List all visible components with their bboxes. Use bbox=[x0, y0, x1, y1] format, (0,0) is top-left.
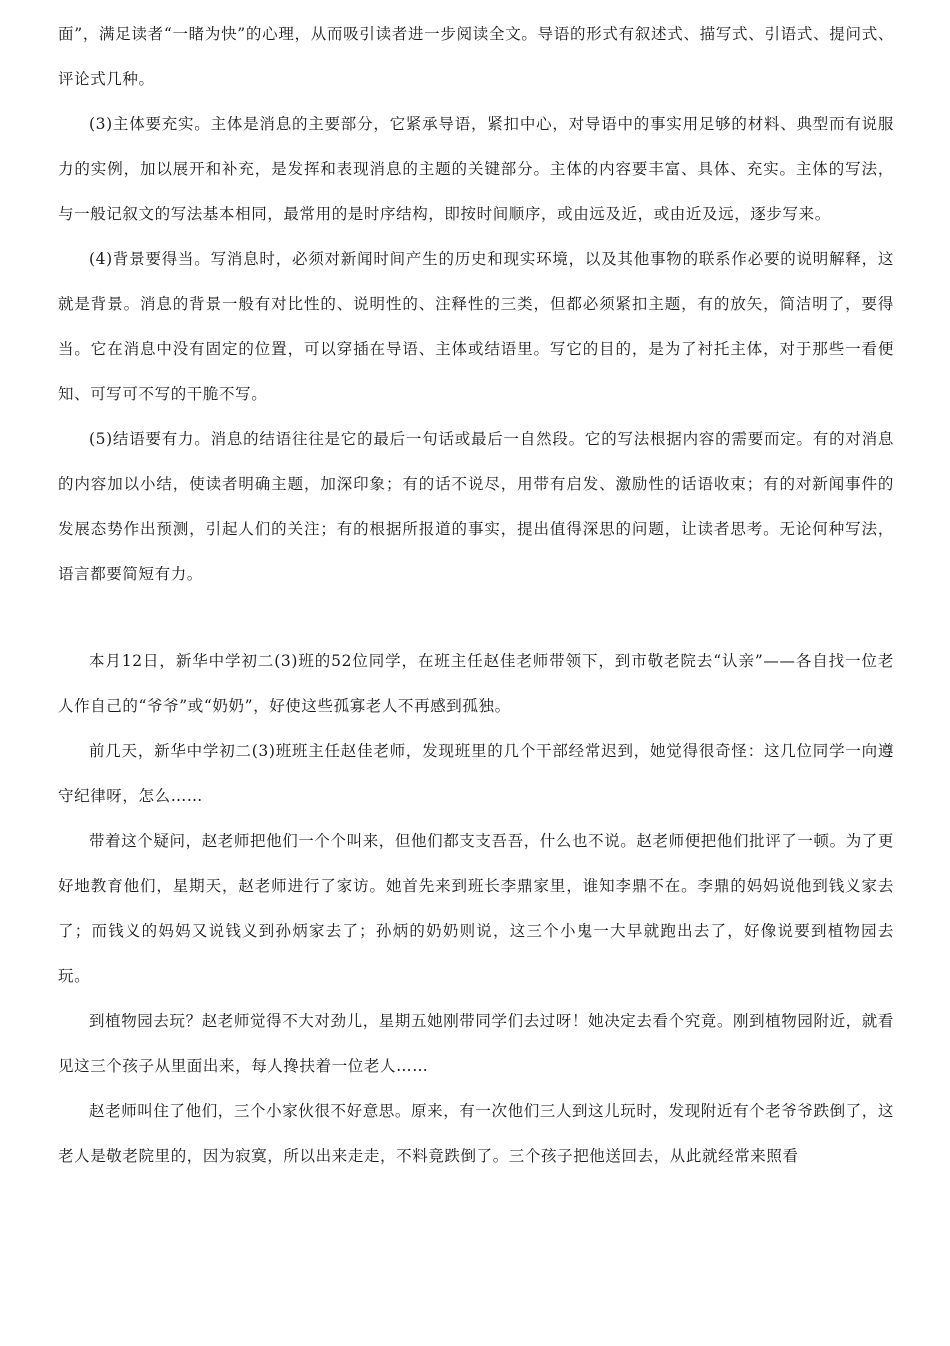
paragraph-story-4: 赵老师叫住了他们，三个小家伙很不好意思。原来，有一次他们三人到这儿玩时，发现附近有个老爷爷跌倒了，这老人是敬老院里的，因为寂寞，所以出来走走，不料竟跌倒了。三个孩子把他送回去，从此就经常来照看 bbox=[58, 1102, 895, 1165]
paragraph-ending-rule: (5)结语要有力。消息的结语往往是它的最后一句话或最后一自然段。它的写法根据内容的需要而定。有的对消息的内容加以小结，使读者明确主题，加深印象；有的话不说尽，用带有启发、激励性的话语收束；有的对新闻事件的发展态势作出预测，引起人们的关注；有的根据所报道的事实，提出值得深思的问题，让读者思考。无论何种写法，语言都要简短有力。 bbox=[58, 430, 894, 583]
paragraph-story-2: 带着这个疑问，赵老师把他们一个个叫来，但他们都支支吾吾，什么也不说。赵老师便把他们批评了一顿。为了更好地教育他们，星期天，赵老师进行了家访。她首先来到班长李鼎家里，谁知李鼎不在。李鼎的妈妈说他到钱义家去了；而钱义的妈妈又说钱义到孙炳家去了；孙炳的奶奶则说，这三个小鬼一大早就跑出去了，好像说要到植物园去玩。 bbox=[58, 832, 895, 985]
paragraph-story-1: 前几天，新华中学初二(3)班班主任赵佳老师，发现班里的几个干部经常迟到，她觉得很奇怪：这几位同学一向遵守纪律呀，怎么…… bbox=[58, 742, 894, 805]
paragraph-lead-forms: 面”，满足读者“一睹为快”的心理，从而吸引读者进一步阅读全文。导语的形式有叙述式、描写式、引语式、提问式、评论式几种。 bbox=[58, 25, 894, 88]
paragraph-body-rule: (3)主体要充实。主体是消息的主要部分，它紧承导语，紧扣中心，对导语中的事实用足够的材料、典型而有说服力的实例，加以展开和补充，是发挥和表现消息的主题的关键部分。主体的内容要丰富、具体、充实。主体的写法，与一般记叙文的写法基本相同，最常用的是时序结构，即按时间顺序，或由远及近，或由近及远，逐步写来。 bbox=[58, 115, 894, 223]
paragraph-news-lead: 本月12日，新华中学初二(3)班的52位同学，在班主任赵佳老师带领下，到市敬老院去“认亲”——各自找一位老人作自己的“爷爷”或“奶奶”，好使这些孤寡老人不再感到孤独。 bbox=[58, 652, 894, 715]
paragraph-story-3: 到植物园去玩？赵老师觉得不大对劲儿，星期五她刚带同学们去过呀！她决定去看个究竟。刚到植物园附近，就看见这三个孩子从里面出来，每人搀扶着一位老人…… bbox=[58, 1012, 895, 1075]
paragraph-background-rule: (4)背景要得当。写消息时，必须对新闻时间产生的历史和现实环境，以及其他事物的联系作必要的说明解释，这就是背景。消息的背景一般有对比性的、说明性的、注释性的三类，但都必须紧扣主题，有的放矢，简洁明了，要得当。它在消息中没有固定的位置，可以穿插在导语、主体或结语里。写它的目的，是为了衬托主体，对于那些一看便知、可写可不写的干脆不写。 bbox=[58, 250, 894, 403]
section-spacer bbox=[58, 597, 894, 639]
document-page bbox=[58, 0, 894, 1179]
